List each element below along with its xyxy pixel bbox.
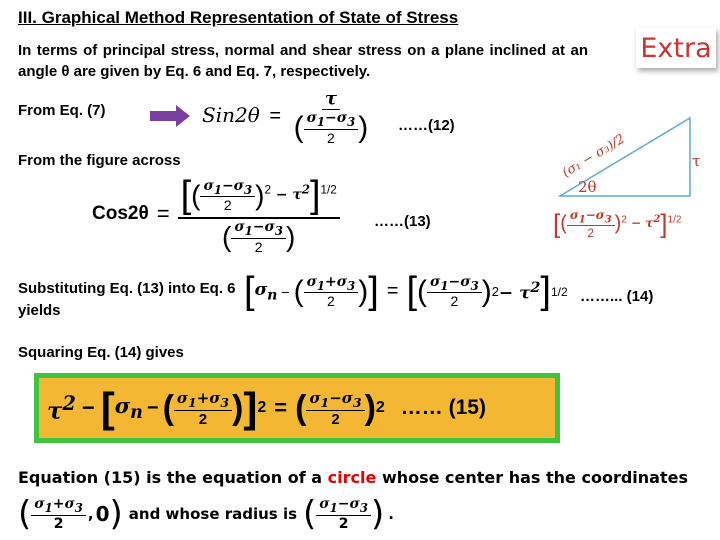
equation-14: [ $\sigma_n$ − ( $\frac{\sigma_1+\sigma_3}{2}$ ) ] = [ ( $\frac{\sigma_1-\sigma_3}{2}$ ) 2 − $\tau^2$ ] 1/2 [244,270,568,312]
equation-13: Cos2θ = [( $\frac{\sigma_1-\sigma_3}{2}$ )$^2 - \tau^2]^{1/2}$ ( $\frac{\sigma_1-\sigma_3}{2}$ ) [92,174,340,255]
eq13-number: ……(13) [374,213,431,230]
svg-text:(σ₁ − σ₃)/2: (σ₁ − σ₃)/2 [559,131,628,181]
from-eq7-label: From Eq. (7) [18,102,106,119]
equation-12: Sin2θ = τ ( $\frac{\sigma_1-\sigma_3}{2}$ ) [202,88,369,146]
conclusion-part1: Equation (15) is the equation of a [18,468,323,487]
conclusion-line2: ( $\frac{\sigma_1+\sigma_3}{2}$ , 0 ) and whose radius is ( $\frac{\sigma_1-\sigma_3}{2}$ ) . [18,494,394,534]
conclusion-part2: whose center has the coordinates [381,468,688,487]
slide-title: III. Graphical Method Representation of State of Stress [18,8,459,27]
conclusion-line1 [18,468,688,487]
triangle-tau-label: τ [692,152,701,170]
extra-badge: Extra [636,28,716,68]
triangle-base-expression: [( $\frac{\sigma_1-\sigma_3}{2}$ )$^2 - \tau^2]^{1/2}$ [553,208,682,241]
from-figure-label: From the figure across [18,152,181,169]
and-radius-text: and whose radius is [128,505,298,523]
eq14-number: ……... (14) [580,288,654,305]
stress-triangle-diagram [540,108,720,208]
eq12-number: ……(12) [398,117,455,134]
triangle-angle-label: 2θ [578,178,597,196]
equation-15-box: $\tau^2$ − [ $\sigma_n$ − ( $\frac{\sigma_1+\sigma_3}{2}$ ) ] 2 = ( $\frac{\sigma_1-\sigma_3}{2}$ ) 2 …… (15) [34,373,560,443]
eq15-number: …… (15) [400,396,486,419]
circle-word: circle [327,468,377,487]
squaring-text: Squaring Eq. (14) gives [18,344,184,361]
arrow-right-icon [150,104,192,128]
intro-text: In terms of principal stress, normal and shear stress on a plane inclined at an angle θ are given by Eq. 6 and Eq. 7, respectively. [18,42,588,80]
substituting-text: Substituting Eq. (13) into Eq. 6 yields [18,280,236,319]
